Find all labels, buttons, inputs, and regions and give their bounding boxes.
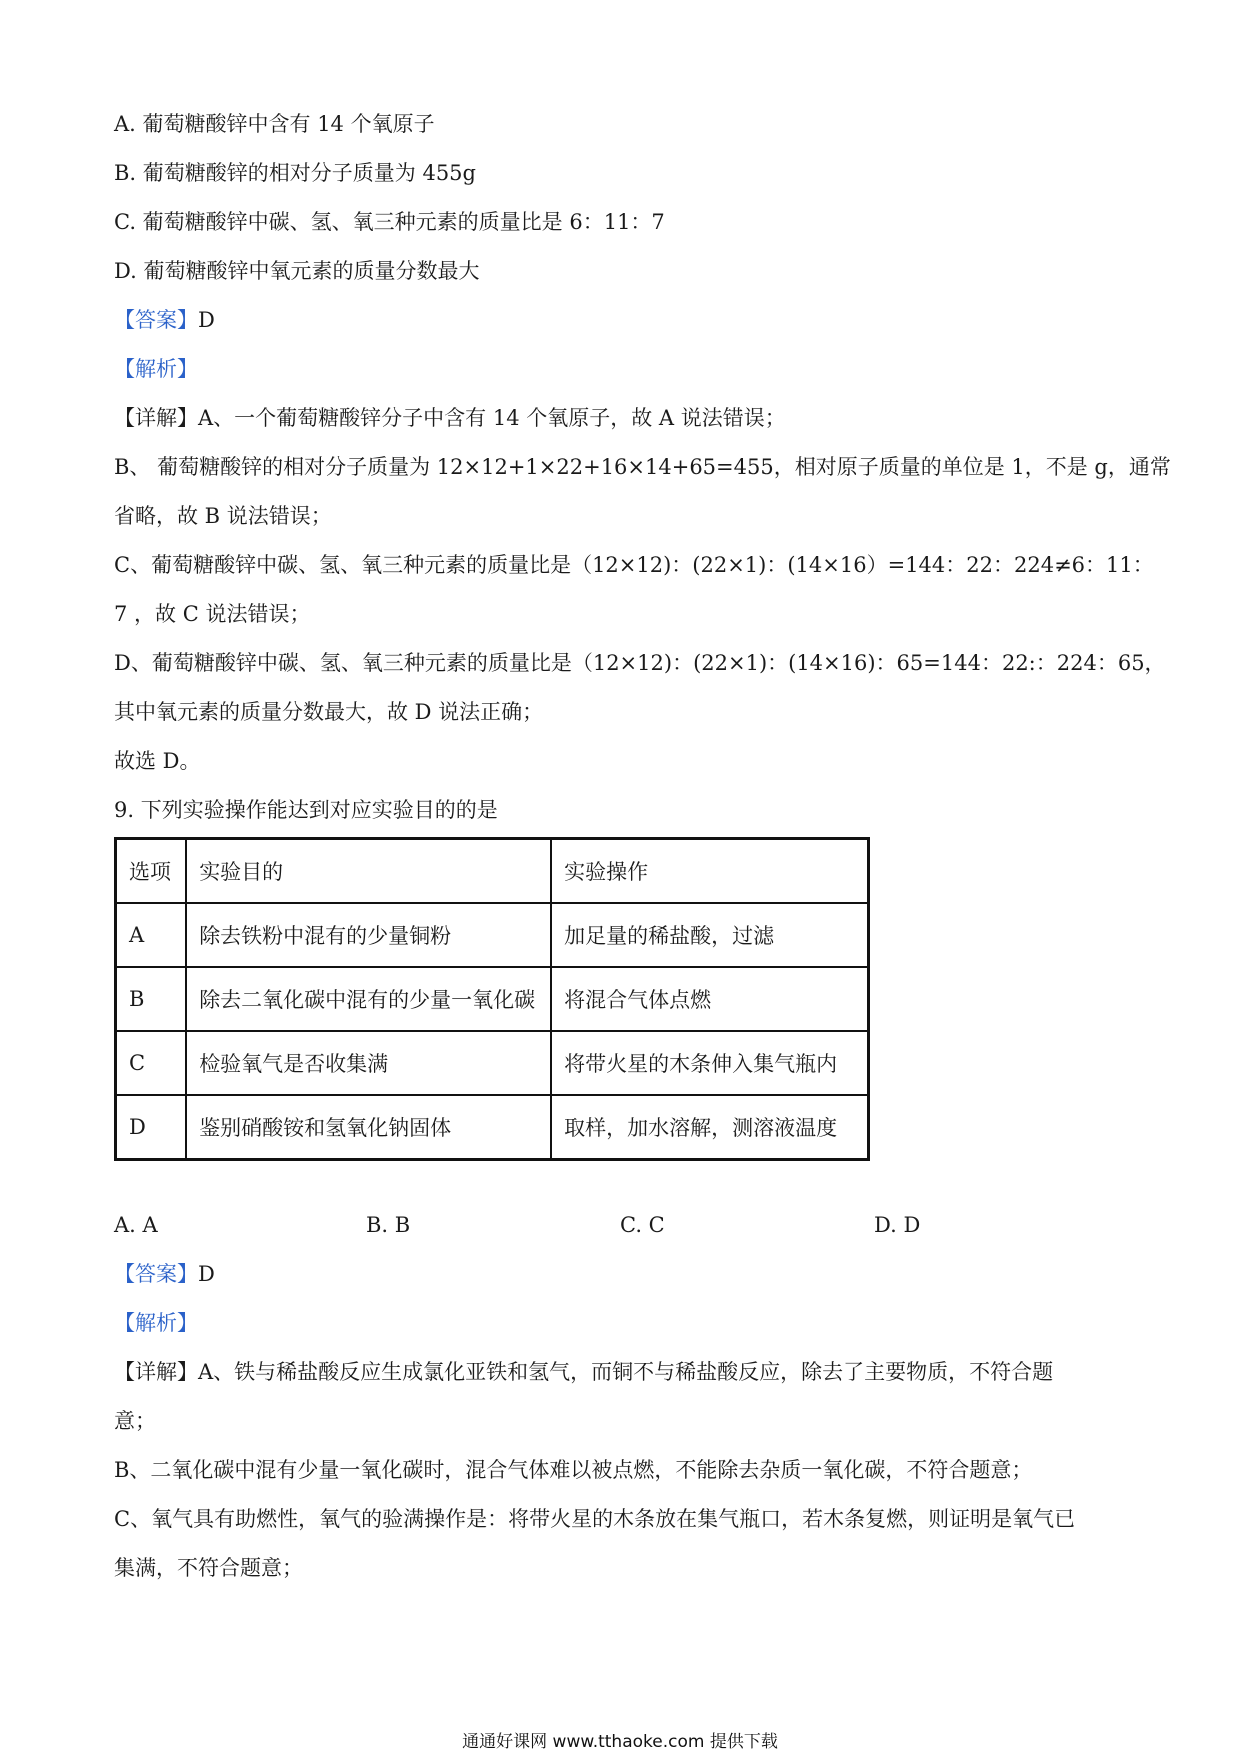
table-row	[116, 903, 869, 967]
table-cell: 检验氧气是否收集满	[186, 1031, 551, 1095]
table-header-cell: 选项	[116, 839, 187, 904]
table-row	[116, 967, 869, 1031]
table-cell: 将混合气体点燃	[551, 967, 868, 1031]
q8-option-c: C. 葡萄糖酸锌中碳、氢、氧三种元素的质量比是 6：11：7	[114, 210, 665, 234]
q8-option-a: A. 葡萄糖酸锌中含有 14 个氧原子	[114, 112, 435, 136]
q9-detail-line: 意；	[114, 1409, 156, 1433]
page-footer: 通通好课网 www.tthaoke.com 提供下载	[462, 1732, 778, 1752]
q9-option-c: C. C	[620, 1213, 665, 1237]
q9-stem: 9. 下列实验操作能达到对应实验目的的是	[114, 798, 498, 822]
analysis-label: 【解析】	[114, 1311, 198, 1335]
q8-detail-line: B、 葡萄糖酸锌的相对分子质量为 12×12+1×22+16×14+65=455，相对原子质量的单位是 1，不是 g，通常	[114, 455, 1171, 479]
table-cell: A	[116, 903, 187, 967]
table-cell: 除去铁粉中混有的少量铜粉	[186, 903, 551, 967]
q8-detail-line: 故选 D。	[114, 749, 201, 773]
q8-detail-line: 其中氧元素的质量分数最大，故 D 说法正确；	[114, 700, 544, 724]
q8-answer	[114, 296, 1124, 345]
q8-detail-line: 省略，故 B 说法错误；	[114, 504, 332, 528]
answer-label: 【答案】	[114, 308, 198, 332]
q9-answer	[114, 1250, 1124, 1299]
q8-detail-line: 7 ，故 C 说法错误；	[114, 602, 311, 626]
table-cell: 鉴别硝酸铵和氢氧化钠固体	[186, 1095, 551, 1160]
table-cell: 加足量的稀盐酸，过滤	[551, 903, 868, 967]
table-row	[116, 1031, 869, 1095]
table-cell: D	[116, 1095, 187, 1160]
q9-detail-line: C、氧气具有助燃性，氧气的验满操作是：将带火星的木条放在集气瓶口，若木条复燃，则证明是氧气已	[114, 1507, 1076, 1531]
table-cell: 将带火星的木条伸入集气瓶内	[551, 1031, 868, 1095]
q8-detail-line: 【详解】A、一个葡萄糖酸锌分子中含有 14 个氧原子，故 A 说法错误；	[114, 406, 786, 430]
q9-table-wrapper	[114, 837, 1124, 1161]
table-header-row	[116, 839, 869, 904]
document-page	[114, 100, 1171, 1593]
q9-table	[114, 837, 870, 1161]
q9-option-d: D. D	[874, 1213, 921, 1237]
q9-detail-line: 集满，不符合题意；	[114, 1556, 303, 1580]
q8-option-b: B. 葡萄糖酸锌的相对分子质量为 455g	[114, 161, 476, 185]
table-header-cell: 实验操作	[551, 839, 868, 904]
table-row	[116, 1095, 869, 1160]
table-header-cell: 实验目的	[186, 839, 551, 904]
q8-detail-line: D、葡萄糖酸锌中碳、氢、氧三种元素的质量比是（12×12)：(22×1)：(14×16)：65=144：22:：224：65，	[114, 651, 1166, 675]
answer-value: D	[198, 308, 215, 332]
q9-detail-line: B、二氧化碳中混有少量一氧化碳时，混合气体难以被点燃，不能除去杂质一氧化碳，不符合题意；	[114, 1458, 1033, 1482]
q8-analysis-heading	[114, 345, 1124, 394]
q9-options	[114, 1201, 1124, 1250]
analysis-label: 【解析】	[114, 357, 198, 381]
q9-detail-line: 【详解】A、铁与稀盐酸反应生成氯化亚铁和氢气，而铜不与稀盐酸反应，除去了主要物质，不符合题	[114, 1360, 1054, 1384]
table-cell: 除去二氧化碳中混有的少量一氧化碳	[186, 967, 551, 1031]
table-cell: B	[116, 967, 187, 1031]
answer-value: D	[198, 1262, 215, 1286]
q9-option-b: B. B	[366, 1213, 411, 1237]
table-cell: 取样，加水溶解，测溶液温度	[551, 1095, 868, 1160]
answer-label: 【答案】	[114, 1262, 198, 1286]
q8-option-d: D. 葡萄糖酸锌中氧元素的质量分数最大	[114, 259, 480, 283]
q9-option-a: A. A	[114, 1213, 158, 1237]
q8-detail-line: C、葡萄糖酸锌中碳、氢、氧三种元素的质量比是（12×12)：(22×1)：(14×16）=144：22：224≠6：11：	[114, 553, 1154, 577]
q9-analysis-heading	[114, 1299, 1124, 1348]
table-cell: C	[116, 1031, 187, 1095]
